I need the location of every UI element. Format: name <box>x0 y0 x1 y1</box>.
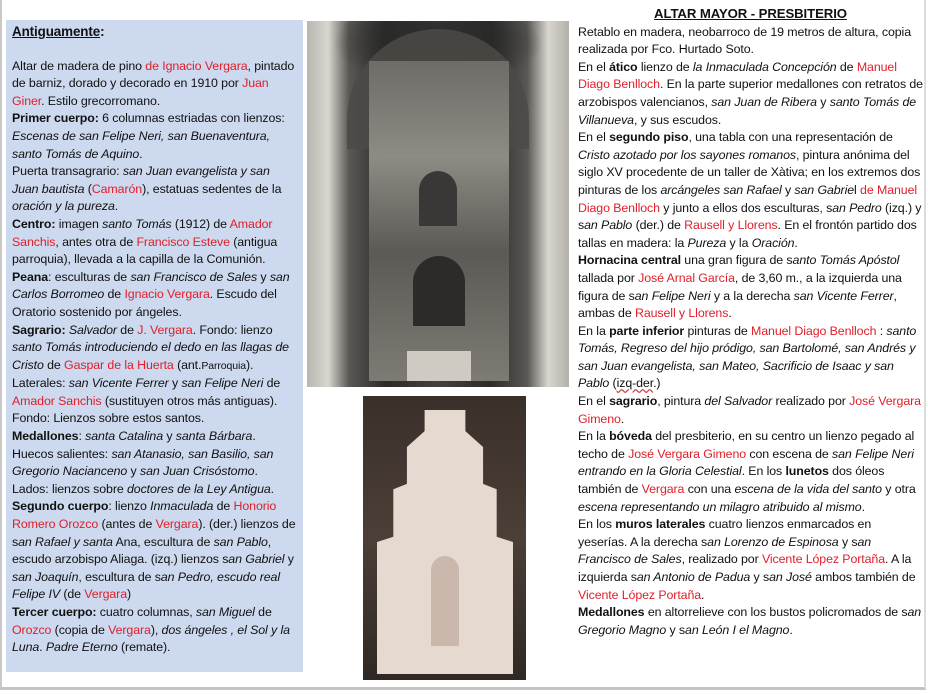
text-run: . <box>270 481 275 496</box>
text-run: Cristo azotado por los sayones romanos <box>578 147 796 162</box>
text-run: y <box>781 182 795 197</box>
text-run: an Francisco de Sales <box>578 534 872 567</box>
text-run: y junto a ellos dos esculturas, s <box>659 200 833 215</box>
text-run: : esculturas de <box>48 269 131 284</box>
text-run: san Joaquín <box>12 569 79 584</box>
artist-name: José Vergara Gimeno <box>628 446 747 461</box>
artist-name: Ignacio Vergara <box>124 287 210 302</box>
text-run: san Juan de Ribera <box>711 94 817 109</box>
text-run: (1912) de <box>171 216 230 231</box>
paragraph-puerta <box>12 163 298 216</box>
text-run: , ambas de <box>578 288 897 321</box>
text-run: san Gabrie <box>794 182 855 197</box>
artist-name: Vergara <box>155 517 199 532</box>
text-run: , una tabla con una representación de <box>688 130 893 145</box>
text-run: sagrario <box>609 394 658 409</box>
text-run: Centro: <box>12 216 56 231</box>
artist-name: Amador Sanchis <box>12 216 273 249</box>
text-run: realizado por <box>772 394 850 409</box>
text-run: Ana, escultura de <box>112 534 214 549</box>
text-run: an Pedro, escudo real Felipe IV <box>12 569 280 602</box>
text-run: y <box>284 552 294 567</box>
text-run: de <box>104 287 125 302</box>
text-run: (antigua parroquia), llevada a la capilla de la Comunión. <box>12 234 278 267</box>
spacer <box>12 41 298 58</box>
presbiterio-column <box>578 5 923 639</box>
text-run: santa Bárbara <box>175 429 253 444</box>
text-run: lunetos <box>785 464 829 479</box>
text-run: an Pablo <box>584 218 633 233</box>
text-run: , pintura anónima del siglo XV procedente de un taller de Xàtiva; en los extremos dos pinturas de los <box>578 147 921 197</box>
artist-name: Vicente López Portaña <box>761 552 885 567</box>
paragraph-intro: Retablo en madera, neobarroco de 19 metros de altura, copia realizada por Fco. Hurtado Soto. <box>578 24 911 57</box>
paragraph-primer-cuerpo <box>12 110 298 163</box>
text-run: Medallones <box>12 429 79 444</box>
text-run: escena de la vida del santo <box>734 482 882 497</box>
text-run: cuatro columnas, <box>96 605 196 619</box>
text-run: de <box>254 605 272 619</box>
text-run: y la <box>726 235 752 250</box>
text-run: Antiguamente <box>12 24 101 39</box>
section-title: ALTAR MAYOR - PRESBITERIO <box>654 6 847 21</box>
text-run: santo Tomás de Villanueva <box>578 94 917 127</box>
text-run: , pintado de barniz, dorado y decorado en 1910 por <box>12 58 295 91</box>
text-run: parte inferior <box>609 323 685 338</box>
paragraph-boveda <box>578 428 923 516</box>
artist-name: Rausell y Llorens <box>684 218 778 233</box>
text-run: . <box>620 411 625 426</box>
text-run: ). (der.) lienzos de s <box>12 517 296 549</box>
text-run: Huecos salientes: <box>12 446 112 461</box>
text-run: y <box>816 94 830 109</box>
text-run: (copia de <box>51 622 109 637</box>
paragraph-laterales <box>12 375 298 428</box>
artist-name: Honorio Romero Orozco <box>12 499 277 532</box>
text-run: san Vicente Ferrer <box>68 376 169 391</box>
paragraph-sagrario <box>12 322 298 376</box>
artist-name: de Manuel Diago Benlloch <box>578 182 918 215</box>
paragraph-medallones <box>578 604 923 639</box>
text-run: . <box>114 199 119 214</box>
text-run: , y sus escudos. <box>633 112 722 127</box>
text-run: Altar de madera de pino <box>12 58 146 73</box>
text-run: En la <box>578 323 610 338</box>
text-run: san Vicente Ferrer <box>793 288 894 303</box>
artist-name: Vergara <box>641 482 685 497</box>
text-run: una gran figura de s <box>680 253 793 268</box>
artist-name: Gaspar de la Huerta <box>64 357 174 372</box>
artist-name: José Vergara Gimeno <box>578 394 921 426</box>
text-run: (remate). <box>117 640 171 655</box>
text-run: la Inmaculada Concepción <box>692 59 837 74</box>
text-run: oración y la pureza <box>12 199 115 214</box>
text-run: dos óleos también de <box>578 464 885 497</box>
text-run: (izq.) y s <box>578 200 922 233</box>
text-run: : <box>100 24 105 39</box>
text-run: an Gregorio Magno <box>578 605 922 637</box>
text-run: san Felipe Neri <box>181 376 264 391</box>
text-run: En el <box>578 394 610 409</box>
text-run: y s <box>838 534 858 549</box>
text-run: y s <box>750 570 770 584</box>
text-run: Peana <box>12 269 49 284</box>
artist-name: Manuel Diago Benlloch <box>578 59 897 92</box>
text-run: san Felipe Neri entrando en la Gloria Celestial <box>578 446 914 479</box>
text-run: (antes de <box>98 517 156 532</box>
artist-name: Vergara <box>108 622 151 637</box>
paragraph-centro <box>12 216 298 269</box>
text-run: del presbiterio, en su centro un lienzo pegado al techo de <box>578 429 915 461</box>
text-run: Padre Eterno <box>45 640 118 655</box>
text-run: ( <box>609 376 617 391</box>
text-run: con una <box>684 482 735 497</box>
text-run: Puerta transagrario: <box>12 164 123 179</box>
text-run: Medallones <box>578 605 645 620</box>
model-door <box>431 556 459 646</box>
paragraph-intro <box>12 58 298 111</box>
panel-heading <box>12 23 298 41</box>
text-run: (de <box>60 587 85 602</box>
text-run: dos ángeles , el Sol y la Luna <box>12 622 290 655</box>
text-run: En la <box>578 429 610 444</box>
text-run: an Felipe Neri <box>634 288 711 303</box>
text-run: con escena de <box>746 446 833 461</box>
text-run: . Escudo del Oratorio sostenido por ángeles. <box>12 287 277 319</box>
text-run: y <box>257 269 270 284</box>
text-run: Primer cuerpo: <box>12 111 99 126</box>
text-run: : lienzo <box>108 499 151 514</box>
text-run: : <box>876 323 887 338</box>
text-run: an Rafael y santa <box>18 534 113 549</box>
text-run: Lados: lienzos sobre <box>12 481 127 496</box>
text-run: segundo piso <box>609 130 689 145</box>
artist-name: José Arnal García <box>638 270 735 285</box>
text-run: doctores de la Ley Antigua <box>127 481 271 496</box>
text-run: de <box>43 357 65 372</box>
text-run: tallada por <box>578 270 639 285</box>
text-run: del Salvador <box>704 394 773 409</box>
text-run: an Antonio de Padua <box>636 570 751 584</box>
text-run: En el <box>578 130 610 145</box>
text-run: 6 columnas estriadas con lienzos: <box>98 111 285 126</box>
paragraph-medallones <box>12 428 298 446</box>
upper-niche <box>419 171 457 226</box>
text-run: . <box>789 622 793 637</box>
text-run: Laterales: <box>12 376 69 391</box>
text-run: . En la parte superior medallones con retratos de arzobispos valencianos, <box>578 77 923 109</box>
text-run: santa Catalina <box>85 429 163 444</box>
text-run: ) <box>127 587 132 602</box>
text-run: y <box>168 376 182 391</box>
artist-name: Camarón <box>91 181 143 196</box>
text-run: santo Tomás <box>102 216 172 231</box>
text-run: muros laterales <box>615 517 706 532</box>
text-run: , pintura <box>657 394 705 409</box>
text-run: En el <box>578 59 610 74</box>
text-run: Salvador <box>68 322 117 337</box>
text-run: . <box>728 306 732 321</box>
text-run: Oración <box>751 235 795 250</box>
text-run: Segundo cuerpo <box>12 499 109 514</box>
text-run: .) <box>653 376 661 391</box>
text-run: ( <box>84 181 92 196</box>
text-run: an Lorenzo de Espinosa <box>707 534 839 549</box>
text-run: an León I el Magno <box>685 622 790 637</box>
paragraph-hornacina <box>578 252 923 322</box>
text-run: de <box>836 59 857 74</box>
text-run: cuatro lienzos enmarcados en yeserías. A la derecha s <box>578 517 872 549</box>
text-run: . Estilo grecorromano. <box>41 93 161 108</box>
retablo-model-photo <box>363 396 526 680</box>
text-run: lienzo de <box>637 59 693 74</box>
text-run: ático <box>609 59 638 74</box>
text-run: Hornacina central <box>578 253 681 268</box>
text-run: y s <box>666 622 686 637</box>
paragraph-lados <box>12 481 298 499</box>
artist-name: Vergara <box>84 587 127 602</box>
text-run: de <box>213 499 234 514</box>
text-run: (der.) de <box>632 218 685 233</box>
text-run: . En el frontón partido dos tallas en madera: la <box>578 218 917 250</box>
text-run: . <box>252 429 256 444</box>
paragraph-huecos <box>12 446 298 481</box>
text-run: (ant. <box>173 357 202 372</box>
text-run: . Fondo: lienzo <box>192 322 273 337</box>
text-run: : <box>78 429 86 444</box>
text-run: , antes otra de <box>55 234 137 249</box>
text-run: imagen <box>55 216 103 231</box>
text-run: y <box>163 429 176 444</box>
text-run: ), estatuas sedentes de la <box>142 181 282 196</box>
text-run: (sustituyen otros más antiguas). Fondo: Lienzos sobre estos santos. <box>12 393 278 426</box>
text-run: anto Tomás Apóstol <box>792 253 900 268</box>
artist-name: Manuel Diago Benlloch <box>751 323 877 338</box>
text-run: Escenas de san Felipe Neri, san Buenaventura, santo Tomás de Aquino <box>12 128 270 161</box>
altar-historic-photo <box>307 21 569 387</box>
text-run: an Pedro <box>832 200 882 215</box>
text-run: an José <box>769 570 812 584</box>
text-run: arcángeles san Rafael <box>660 182 782 197</box>
text-run: bóveda <box>609 429 652 444</box>
text-run: y a la derecha <box>710 288 794 303</box>
text-run: escena representando un milagro atribuido al mismo <box>578 499 862 514</box>
paragraph-sagrario <box>578 393 923 428</box>
text-run: ), <box>150 622 162 637</box>
paragraph-tercer-cuerpo <box>12 604 298 657</box>
text-run: santo Tomás introduciendo el dedo en las llagas de Cristo <box>12 340 289 372</box>
text-run: Parroquia <box>201 359 247 372</box>
text-run: Tercer cuerpo: <box>12 605 97 619</box>
text-run: ). <box>246 357 254 372</box>
text-run: , escultura de s <box>78 569 161 584</box>
text-run: san Francisco de Sales <box>130 269 258 284</box>
paragraph-parte-inferior <box>578 323 923 393</box>
paragraph-segundo-cuerpo <box>12 498 298 604</box>
artist-name: Amador Sanchis <box>12 393 102 408</box>
text-run: de <box>116 322 138 337</box>
text-run: l <box>854 182 861 197</box>
text-run: san Miguel <box>195 605 255 619</box>
text-run: En los <box>578 517 616 532</box>
text-run: ambos también de <box>811 570 916 584</box>
text-run: . A la izquierda s <box>578 552 912 584</box>
text-run: . <box>39 640 46 655</box>
paragraph-atico <box>578 59 923 129</box>
text-run: Sagrario: <box>12 322 66 337</box>
text-run: Inmaculada <box>150 499 214 514</box>
paragraph-muros-laterales <box>578 516 923 604</box>
text-run: , realizado por <box>681 552 762 567</box>
artist-name: Vicente López Portaña <box>578 587 702 602</box>
artist-name: Orozco <box>12 622 52 637</box>
text-run: , escudo arzobispo Aliaga. (izq.) lienzos s <box>12 534 272 567</box>
text-run: santo Tomás, Regreso del hijo pródigo, san Bartolomé, san Andrés y san Juan evangelista, san Mateo, Sacrificio de Isaac y san Pablo <box>578 323 917 391</box>
altar-table <box>407 351 471 381</box>
artist-name: Francisco Esteve <box>136 234 230 249</box>
spellcheck-underline: izq-der <box>616 376 654 391</box>
artist-name: J. Vergara <box>137 322 193 337</box>
text-run: an Gabriel <box>228 552 285 567</box>
text-run: san Juan Crisóstomo <box>139 464 255 479</box>
text-run: de <box>263 376 281 391</box>
text-run: san Pablo <box>213 534 268 549</box>
text-run: . <box>861 499 865 514</box>
paragraph-segundo-piso <box>578 129 923 252</box>
text-run: . <box>254 464 258 479</box>
artist-name: Rausell y Llorens <box>634 306 729 321</box>
text-run: . <box>139 146 143 161</box>
text-run: y otra <box>881 482 916 497</box>
text-run: , de 3,60 m., a la izquierda una figura de s <box>578 270 902 303</box>
text-run: pinturas de <box>684 323 752 338</box>
text-run: . <box>701 587 705 602</box>
text-run: Pureza <box>687 235 727 250</box>
text-run: san Atanasio, san Basilio, san Gregorio Nacianceno <box>12 446 274 479</box>
text-run: san Carlos Borromeo <box>12 269 290 302</box>
central-niche <box>413 256 465 326</box>
text-run: . <box>794 235 798 250</box>
artist-name: de Ignacio Vergara <box>145 58 248 73</box>
artist-name: Juan Giner <box>12 76 269 108</box>
text-run: . En los <box>741 464 786 479</box>
paragraph-peana <box>12 269 298 322</box>
text-run: en altorrelieve con los bustos policromados de s <box>644 605 908 620</box>
text-run: y <box>127 464 140 479</box>
antiguamente-panel <box>6 20 303 672</box>
text-run: san Juan evangelista y san Juan bautista <box>12 164 270 196</box>
